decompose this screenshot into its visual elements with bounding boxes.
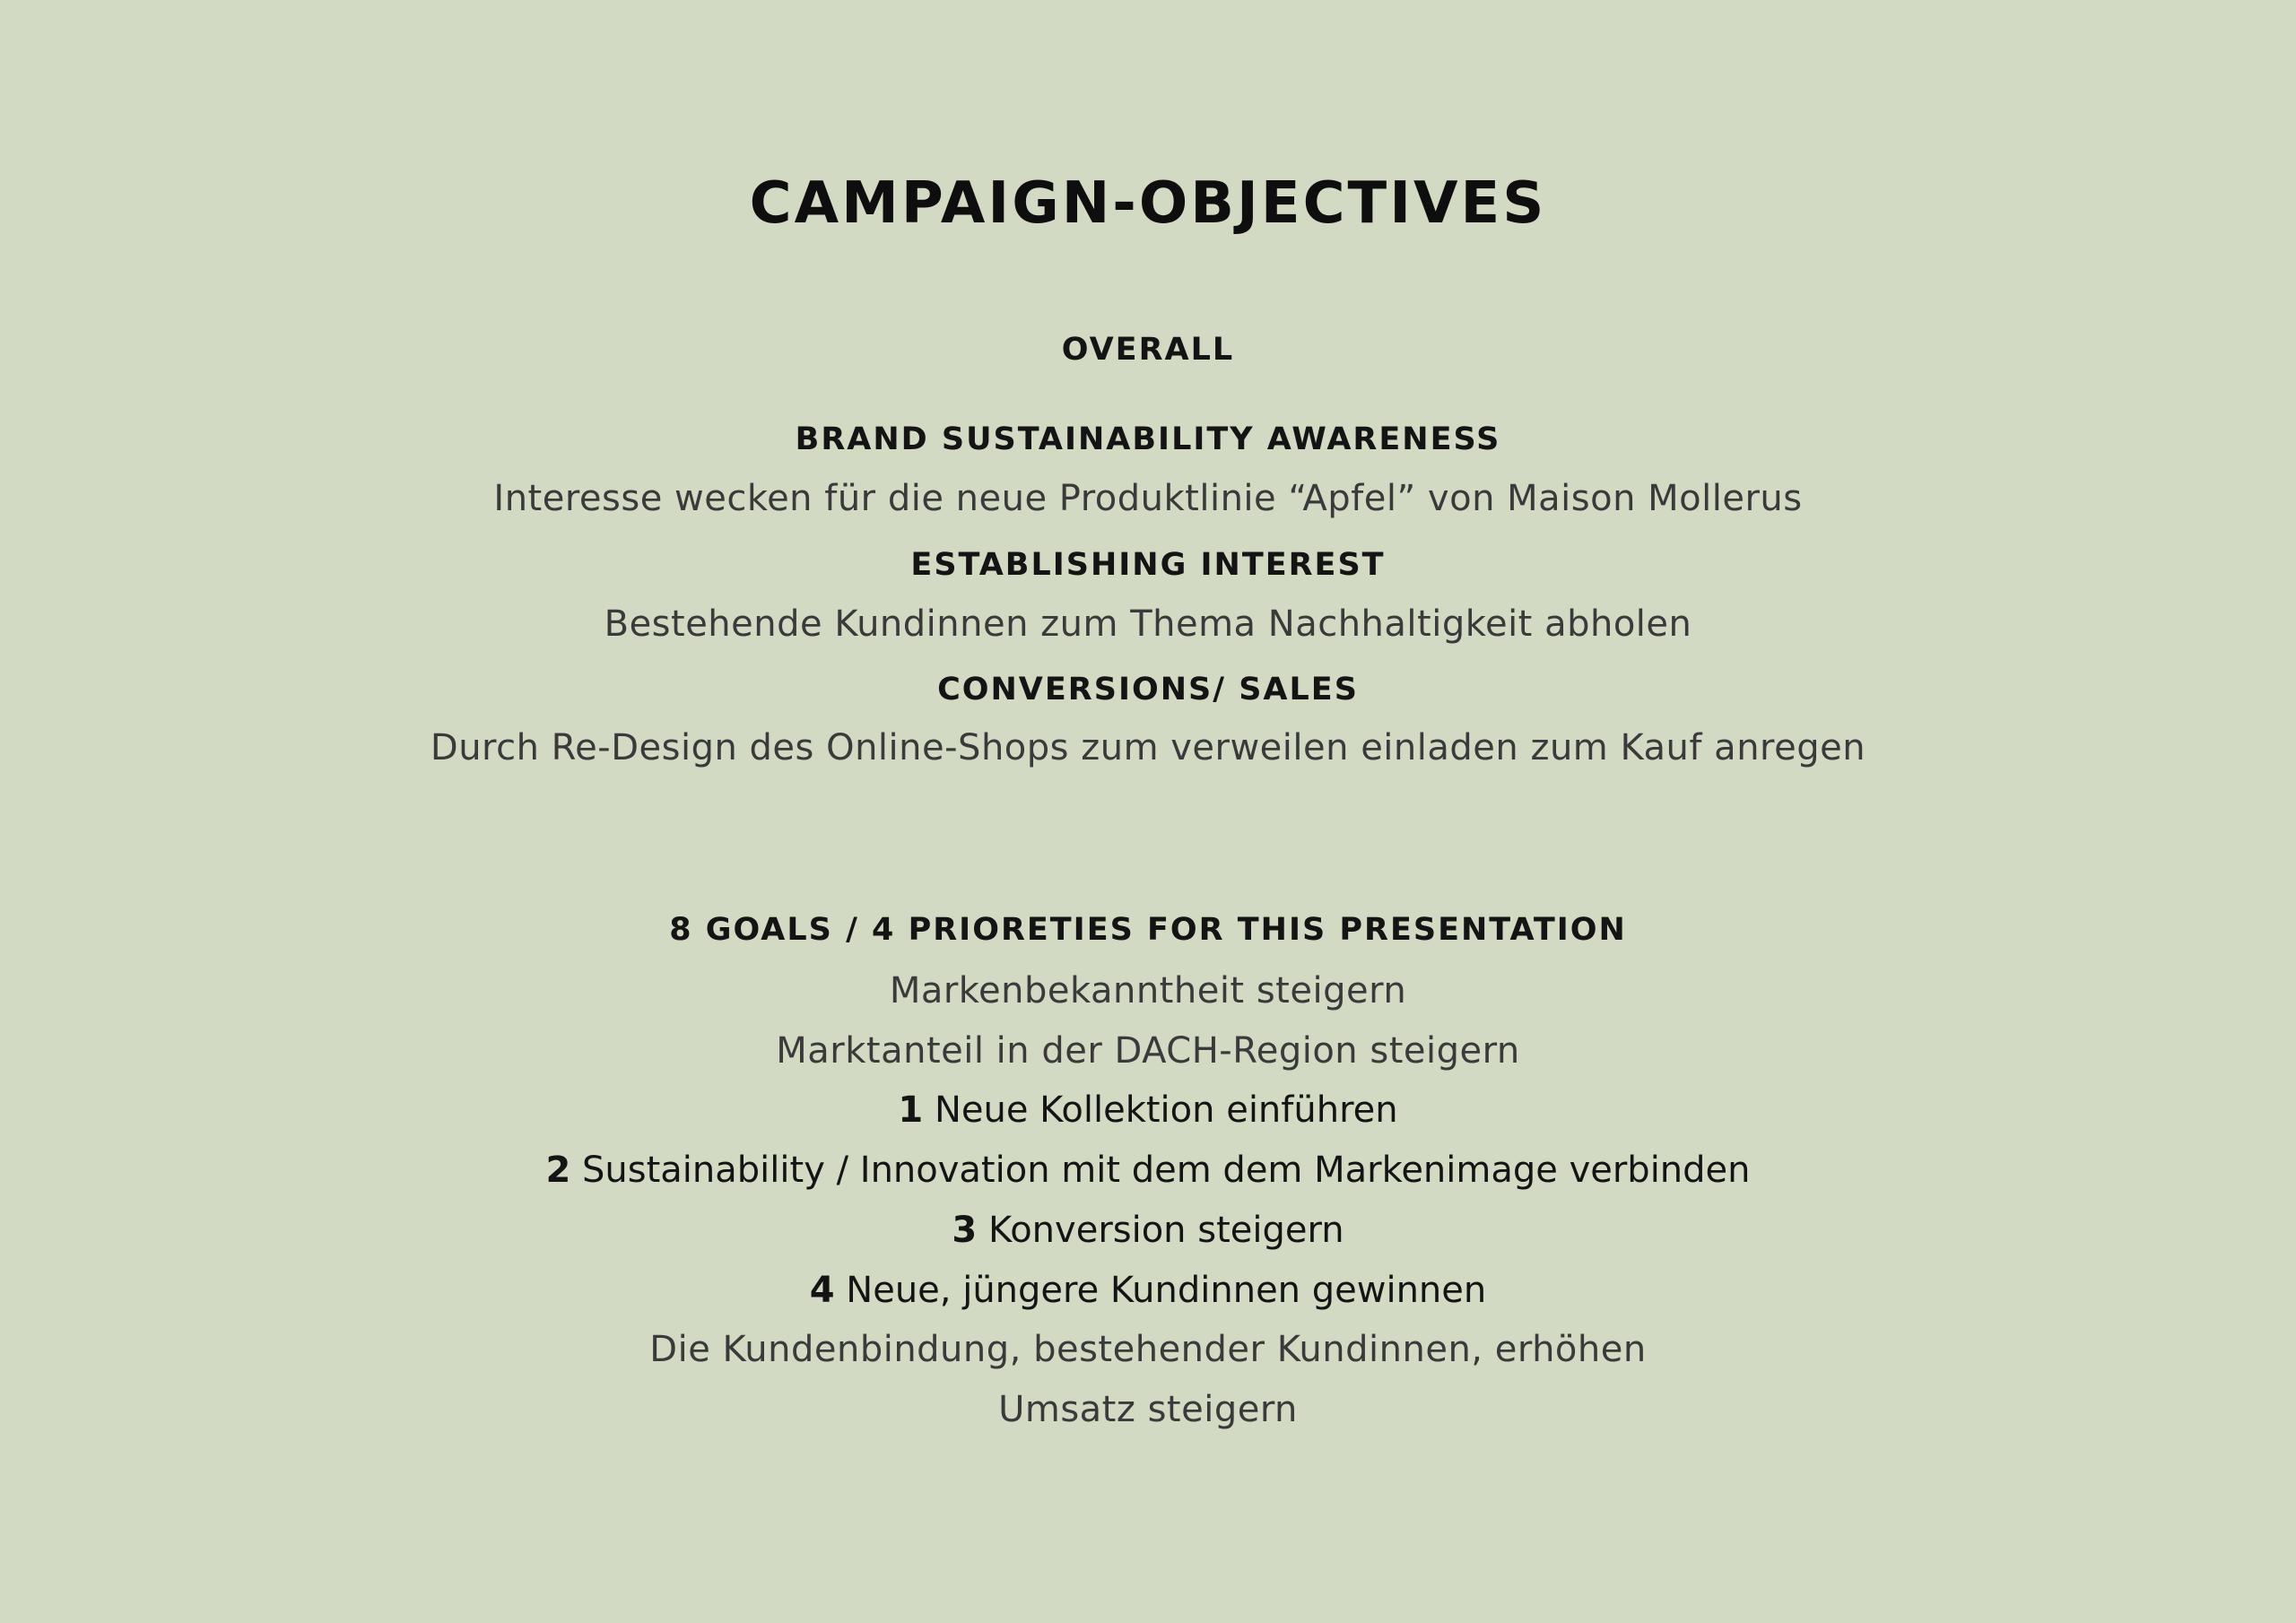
goal-item: Die Kundenbindung, bestehender Kundinnen, erhöhen	[649, 1329, 1647, 1370]
priority-item-2	[0, 1147, 2296, 1193]
priority-text: Neue Kollektion einführen	[934, 1089, 1398, 1131]
objective-heading-brand-sustainability: BRAND SUSTAINABILITY AWARENESS	[795, 421, 1501, 457]
goal-item: Umsatz steigern	[998, 1389, 1298, 1430]
priority-text: Konversion steigern	[987, 1210, 1344, 1251]
goal-item: Markenbekanntheit steigern	[889, 970, 1407, 1011]
priority-text: Sustainability / Innovation mit dem dem Markenimage verbinden	[582, 1150, 1751, 1191]
goal-item: Marktanteil in der DACH-Region steigern	[776, 1030, 1520, 1072]
goals-heading: 8 GOALS / 4 PRIORETIES FOR THIS PRESENTATION	[669, 912, 1627, 948]
priority-number: 3	[952, 1210, 978, 1251]
objective-text-brand-sustainability: Interesse wecken für die neue Produktlinie “Apfel” von Maison Mollerus	[493, 478, 1803, 519]
priority-text: Neue, jüngere Kundinnen gewinnen	[846, 1270, 1487, 1311]
priority-item-1	[0, 1087, 2296, 1133]
objective-heading-conversions-sales: CONVERSIONS/ SALES	[937, 672, 1359, 707]
objective-heading-establishing-interest: ESTABLISHING INTEREST	[910, 547, 1386, 583]
priority-item-4	[0, 1267, 2296, 1314]
priority-number: 2	[545, 1150, 571, 1191]
priority-number: 4	[809, 1270, 835, 1311]
page-title: CAMPAIGN-OBJECTIVES	[749, 170, 1547, 237]
objective-text-establishing-interest: Bestehende Kundinnen zum Thema Nachhaltigkeit abholen	[604, 603, 1692, 645]
priority-number: 1	[898, 1089, 924, 1131]
priority-item-3	[0, 1207, 2296, 1254]
objective-text-conversions-sales: Durch Re-Design des Online-Shops zum verweilen einladen zum Kauf anregen	[430, 727, 1866, 768]
overall-heading: OVERALL	[1061, 332, 1235, 368]
